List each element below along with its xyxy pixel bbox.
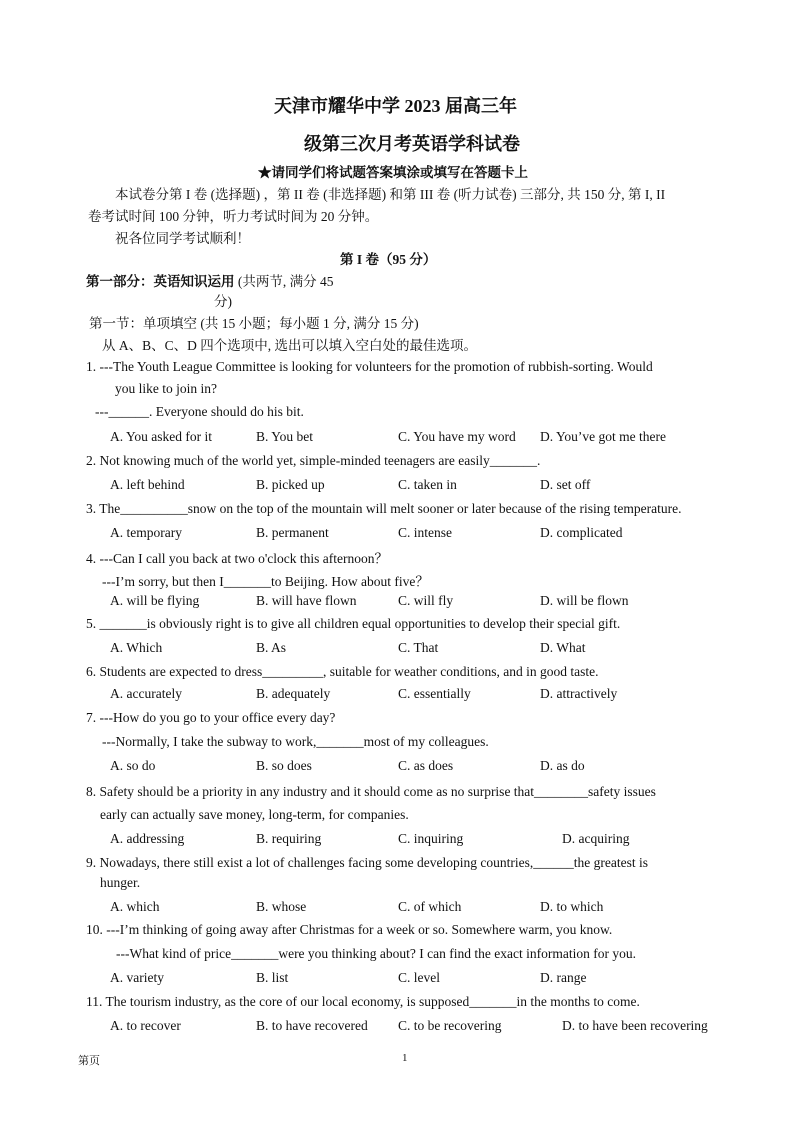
section1-instruction: 从 A、B、C、D 四个选项中, 选出可以填入空白处的最佳选项。 <box>102 338 478 353</box>
question-1-option-c: C. You have my word <box>398 429 516 444</box>
question-1-option-d: D. You’ve got me there <box>540 429 666 444</box>
question-4-option-a: A. will be flying <box>110 593 200 608</box>
question-10-option-c: C. level <box>398 970 440 985</box>
question-7-option-a: A. so do <box>110 758 156 773</box>
question-6-option-c: C. essentially <box>398 686 471 701</box>
question-5-option-a: A. Which <box>110 640 163 655</box>
question-5-option-b: B. As <box>256 640 287 655</box>
question-3-option-c: C. intense <box>398 525 452 540</box>
question-10-option-b: B. list <box>256 970 289 985</box>
question-3-option-b: B. permanent <box>256 525 329 540</box>
question-9-option-b: B. whose <box>256 899 307 914</box>
question-11-line: 11. The tourism industry, as the core of our local economy, is supposed_______in the months to come. <box>86 994 640 1009</box>
question-11-option-a: A. to recover <box>110 1018 181 1033</box>
question-9-option-c: C. of which <box>398 899 462 914</box>
part1-label-wrap: 分) <box>214 294 232 309</box>
question-10-option-d: D. range <box>540 970 587 985</box>
footer-page-label: 第页 <box>78 1055 100 1067</box>
question-2-option-d: D. set off <box>540 477 591 492</box>
question-8-line: early can actually save money, long-term, for companies. <box>100 807 409 822</box>
question-7-line: ---Normally, I take the subway to work,_______most of my colleagues. <box>102 734 489 749</box>
part1-label <box>86 270 334 290</box>
intro-line-3: 祝各位同学考试顺利！ <box>115 231 250 246</box>
question-6-option-b: B. adequately <box>256 686 331 701</box>
question-5-option-c: C. That <box>398 640 439 655</box>
question-10-option-a: A. variety <box>110 970 164 985</box>
question-10-line: ---What kind of price_______were you thinking about? I can find the exact information for you. <box>116 946 636 961</box>
question-7-option-b: B. so does <box>256 758 312 773</box>
question-1-line: 1. ---The Youth League Committee is looking for volunteers for the promotion of rubbish-sorting. Would <box>86 359 653 374</box>
volume-title: 第 I 卷（95 分） <box>340 252 437 267</box>
section1-label: 第一节：单项填空 (共 15 小题；每小题 1 分, 满分 15 分) <box>89 316 419 331</box>
question-8-line: 8. Safety should be a priority in any industry and it should come as no surprise that________safety issues <box>86 784 656 799</box>
footer-page-number: 1 <box>402 1052 408 1064</box>
question-3-line: 3. The__________snow on the top of the mountain will melt sooner or later because of the rising temperature. <box>86 501 682 516</box>
title-line-1: 天津市耀华中学 2023 届高三年 <box>274 96 517 116</box>
question-2-line: 2. Not knowing much of the world yet, simple-minded teenagers are easily_______. <box>86 453 541 468</box>
title-line-2: 级第三次月考英语学科试卷 <box>304 134 520 154</box>
question-1-line: you like to join in? <box>115 381 217 396</box>
notice-text: ★请同学们将试题答案填涂或填写在答题卡上 <box>258 165 528 180</box>
question-7-option-c: C. as does <box>398 758 454 773</box>
question-4-option-b: B. will have flown <box>256 593 357 608</box>
question-5-line: 5. _______is obviously right is to give all children equal opportunities to develop their special gift. <box>86 616 621 631</box>
part1-label-rest: (共两节, 满分 45 <box>234 274 334 289</box>
question-8-option-c: C. inquiring <box>398 831 464 846</box>
question-4-option-c: C. will fly <box>398 593 454 608</box>
question-6-option-a: A. accurately <box>110 686 182 701</box>
question-4-line: 4. ---Can I call you back at two o'clock this afternoon？ <box>86 551 388 566</box>
question-2-option-b: B. picked up <box>256 477 325 492</box>
question-11-option-d: D. to have been recovering <box>562 1018 708 1033</box>
question-1-line: ---______. Everyone should do his bit. <box>95 404 304 419</box>
question-11-option-b: B. to have recovered <box>256 1018 368 1033</box>
question-6-line: 6. Students are expected to dress_________, suitable for weather conditions, and in good taste. <box>86 664 599 679</box>
question-1-option-a: A. You asked for it <box>110 429 213 444</box>
question-3-option-d: D. complicated <box>540 525 623 540</box>
question-2-option-c: C. taken in <box>398 477 457 492</box>
question-5-option-d: D. What <box>540 640 586 655</box>
question-8-option-a: A. addressing <box>110 831 185 846</box>
question-9-option-a: A. which <box>110 899 160 914</box>
intro-line-2: 卷考试时间 100 分钟，听力考试时间为 20 分钟。 <box>88 209 379 224</box>
question-7-line: 7. ---How do you go to your office every day? <box>86 710 336 725</box>
question-10-line: 10. ---I’m thinking of going away after Christmas for a week or so. Somewhere warm, you know. <box>86 922 613 937</box>
question-9-line: 9. Nowadays, there still exist a lot of challenges facing some developing countries,______the greatest is <box>86 855 648 870</box>
question-3-option-a: A. temporary <box>110 525 182 540</box>
question-4-option-d: D. will be flown <box>540 593 629 608</box>
question-2-option-a: A. left behind <box>110 477 185 492</box>
part1-label-bold: 第一部分：英语知识运用 <box>86 274 235 289</box>
question-4-line: ---I’m sorry, but then I_______to Beijing. How about five？ <box>102 574 429 589</box>
question-1-option-b: B. You bet <box>256 429 314 444</box>
question-6-option-d: D. attractively <box>540 686 618 701</box>
question-11-option-c: C. to be recovering <box>398 1018 502 1033</box>
question-9-line: hunger. <box>100 875 141 890</box>
question-8-option-b: B. requiring <box>256 831 322 846</box>
question-9-option-d: D. to which <box>540 899 604 914</box>
question-8-option-d: D. acquiring <box>562 831 630 846</box>
question-7-option-d: D. as do <box>540 758 585 773</box>
intro-line-1: 本试卷分第 I 卷 (选择题) ，第 II 卷 (非选择题) 和第 III 卷 (听力试卷) 三部分, 共 150 分, 第 I, II <box>115 187 666 202</box>
